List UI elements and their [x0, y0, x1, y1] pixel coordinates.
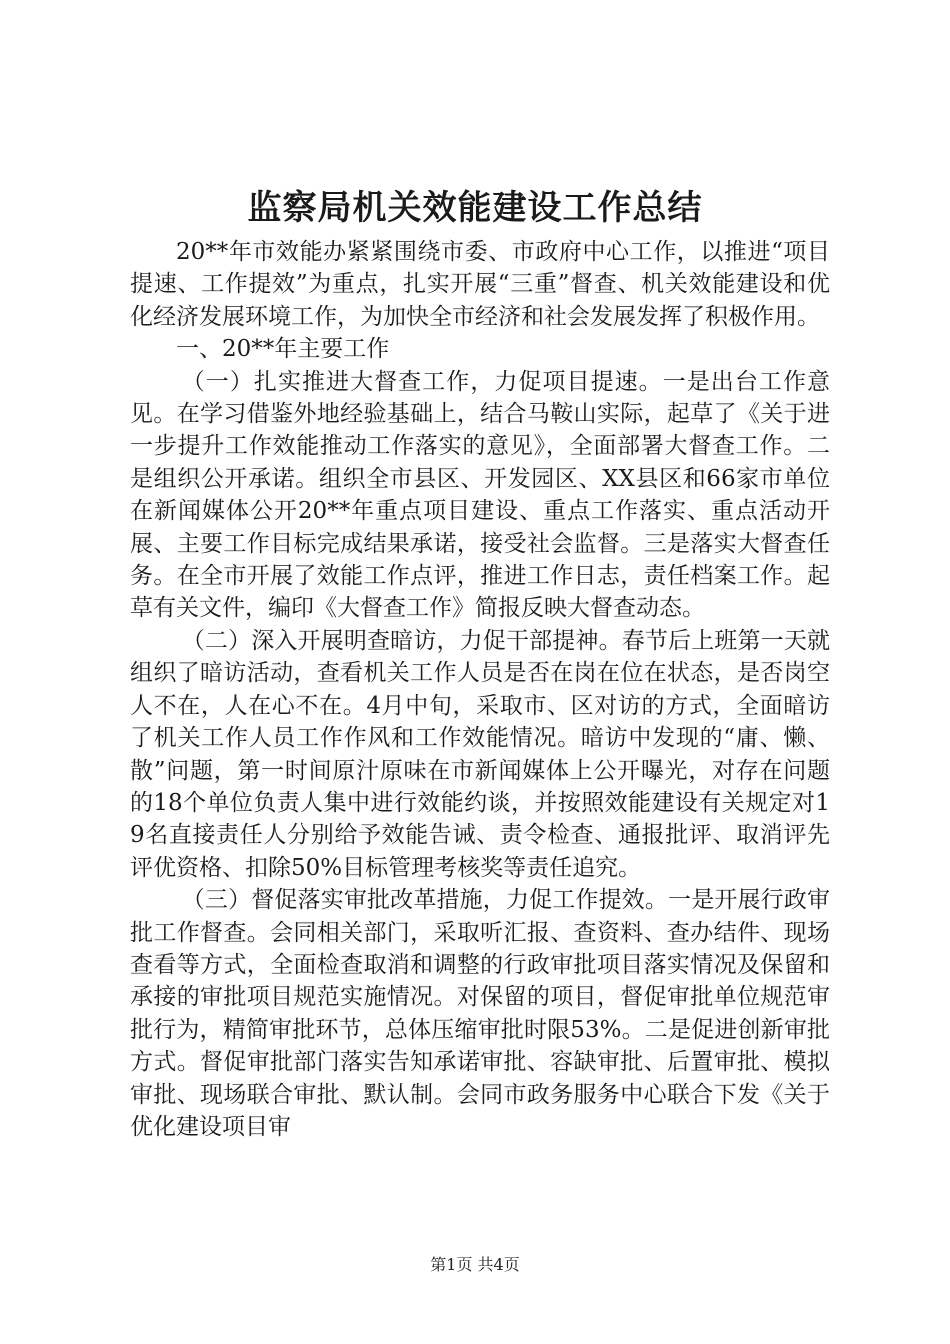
paragraph-supervision: （一）扎实推进大督查工作，力促项目提速。一是出台工作意见。在学习借鉴外地经验基础上，结合马鞍山实际，起草了《关于进一步提升工作效能推动工作落实的意见》，全面部署大督查工作。二是组织公开承诺。组织全市县区、开发园区、XX县区和66家市单位在新闻媒体公开20**年重点项目建设、重点工作落实、重点活动开展、主要工作目标完成结果承诺，接受社会监督。三是落实大督查任务。在全市开展了效能工作点评，推进工作日志，责任档案工作。起草有关文件，编印《大督查工作》简报反映大督查动态。 — [130, 368, 830, 622]
page-number-footer: 第1页 共4页 — [430, 1255, 520, 1274]
paragraph-approval-reform: （三）督促落实审批改革措施，力促工作提效。一是开展行政审批工作督查。会同相关部门，采取听汇报、查资料、查办结件、现场查看等方式，全面检查取消和调整的行政审批项目落实情况及保留和承接的审批项目规范实施情况。对保留的项目，督促审批单位规范审批行为，精简审批环节，总体压缩审批时限53%。二是促进创新审批方式。督促审批部门落实告知承诺审批、容缺审批、后置审批、模拟审批、现场联合审批、默认制。会同市政务服务中心联合下发《关于优化建设项目审 — [130, 887, 830, 1140]
paragraph-inspection: （二）深入开展明查暗访，力促干部提神。春节后上班第一天就组织了暗访活动，查看机关工作人员是否在岗在位在状态，是否岗空人不在，人在心不在。4月中旬，采取市、区对访的方式，全面暗访了机关工作人员工作作风和工作效能情况。暗访中发现的“庸、懒、散”问题，第一时间原汁原味在市新闻媒体上公开曝光，对存在问题的18个单位负责人集中进行效能约谈，并按照效能建设有关规定对19名直接责任人分别给予效能告诫、责令检查、通报批评、取消评先评优资格、扣除50%目标管理考核奖等责任追究。 — [130, 627, 830, 881]
document-title: 监察局机关效能建设工作总结 — [247, 188, 703, 228]
document-body — [130, 236, 830, 1143]
section-heading: 一、20**年主要工作 — [176, 336, 390, 363]
paragraph-intro: 20**年市效能办紧紧围绕市委、市政府中心工作，以推进“项目提速、工作提效”为重点，扎实开展“三重”督查、机关效能建设和优化经济发展环境工作，为加快全市经济和社会发展发挥了积极作用。 — [130, 239, 830, 330]
